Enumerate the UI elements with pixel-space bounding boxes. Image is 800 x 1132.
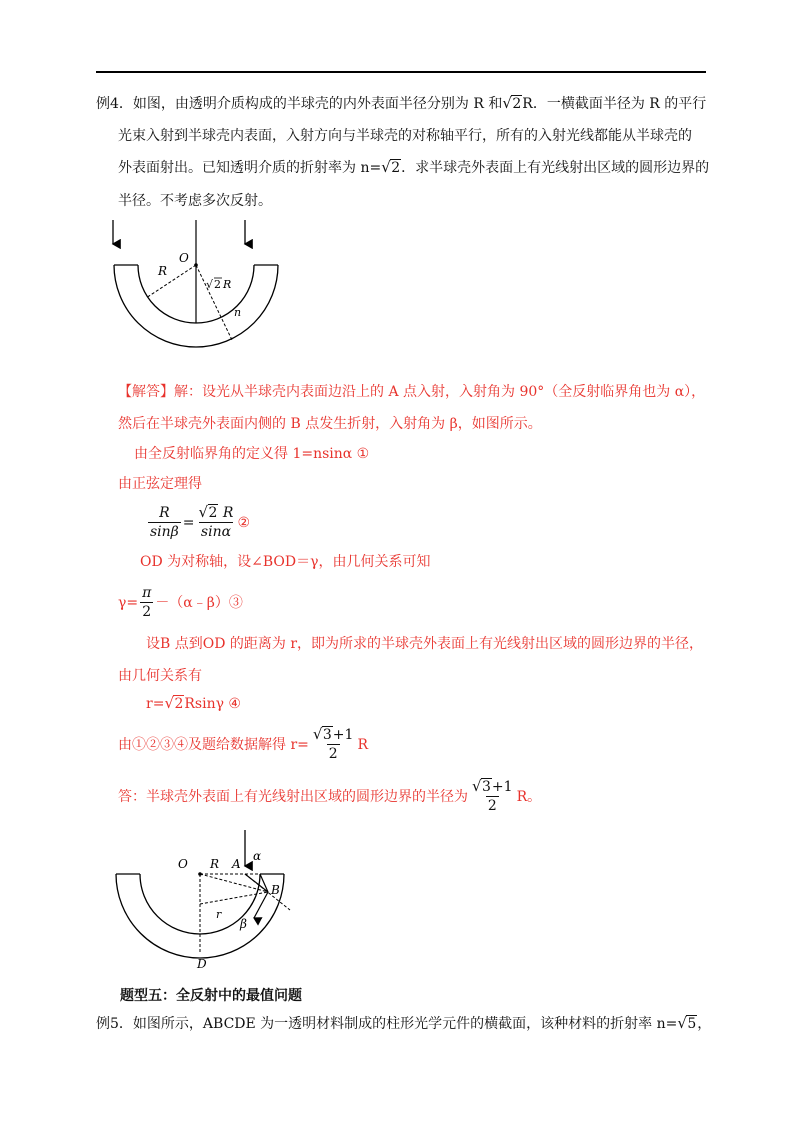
sol-line-9: 由几何关系有 — [118, 668, 202, 684]
svg-text:√: √ — [206, 278, 214, 291]
fig2-label-r: R — [210, 857, 220, 871]
figure-hemispherical-shell-1 — [108, 218, 290, 358]
sol-answer: 答：半球壳外表面上有光线射出区域的圆形边界的半径为 √ $\frac{3+1}{2}$ R。 — [118, 778, 541, 815]
fig2-label-alpha: α — [253, 849, 262, 863]
equation-sine-rule: $\frac{R}{\sin\beta}$ = √ $\frac{2 R}{\sin\alpha}$ ② — [146, 504, 250, 541]
header-rule — [96, 71, 706, 73]
equation-r: r=√ 2Rsinγ ④ — [146, 694, 241, 714]
fig1-label-r2: R — [223, 278, 232, 291]
sol-line-1: 【解答】解：设光从半球壳内表面边沿上的 A 点入射，入射角为 90°（全反射临界角也为 α）， — [118, 384, 706, 400]
ex4-line-1: 例4．如图，由透明介质构成的半球壳的内外表面半径分别为 R 和√ 2R．一横截面半径为 R 的平行 — [96, 94, 706, 114]
ex4-line-2: 光束入射到半球壳内表面，入射方向与半球壳的对称轴平行，所有的入射光线都能从半球壳的 — [118, 128, 692, 144]
ex4-line-4: 半径。不考虑多次反射。 — [118, 193, 272, 209]
fig2-label-o: O — [178, 857, 188, 871]
sol-line-result: 由①②③④及题给数据解得 r= √ $\frac{3+1}{2}$ R — [118, 726, 368, 763]
fig2-label-a: A — [232, 857, 241, 871]
fig2-label-d: D — [197, 957, 207, 971]
ex5-line-1: 例5．如图所示，ABCDE 为一透明材料制成的柱形光学元件的横截面，该种材料的折射率 n=√ 5， — [96, 1014, 711, 1034]
equation-gamma: γ= $\frac{\pi}{2}$ －（α﹣β）③ — [118, 585, 243, 620]
sol-line-4: 由正弦定理得 — [118, 476, 202, 492]
fig2-label-beta: β — [240, 917, 247, 931]
fig1-label-o: O — [179, 251, 189, 265]
sol-line-8: 设B 点到OD 的距离为 r，即为所求的半球壳外表面上有光线射出区域的圆形边界的半径， — [146, 636, 704, 652]
fig2-label-b: B — [271, 883, 280, 897]
section-title: 题型五：全反射中的最值问题 — [120, 988, 302, 1004]
fig1-label-n: n — [234, 306, 242, 319]
sol-line-2: 然后在半球壳外表面内侧的 B 点发生折射，入射角为 β，如图所示。 — [118, 416, 542, 432]
sol-line-6: OD 为对称轴，设∠BOD＝γ，由几何关系可知 — [140, 554, 431, 570]
fig1-label-r: R — [158, 264, 168, 278]
fig1-label-sqrt2: 2 — [214, 278, 221, 291]
figure-hemispherical-shell-2 — [112, 828, 298, 972]
sol-line-3: 由全反射临界角的定义得 1=nsinα ① — [134, 446, 370, 462]
fig2-label-r-small: r — [216, 908, 222, 921]
ex4-line-3: 外表面射出。已知透明介质的折射率为 n=√ 2．求半球壳外表面上有光线射出区域的圆形边界的 — [118, 158, 709, 178]
